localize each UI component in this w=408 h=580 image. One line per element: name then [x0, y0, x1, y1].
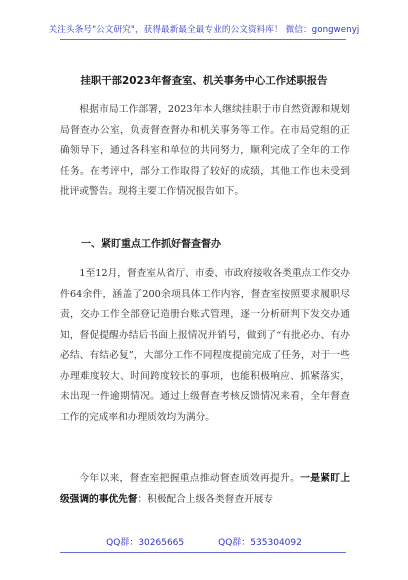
header-divider — [60, 39, 346, 40]
footer-qq-group-2: QQ群：535304092 — [218, 538, 302, 548]
emphasis-text: 一是紧盯上级强调的事优先督 — [60, 473, 351, 505]
footer-divider — [60, 552, 346, 553]
section-1-paragraph-2 — [60, 469, 350, 510]
paragraph-lead-text: 今年以来，督查室把握重点推动督查质效再提升。 — [79, 473, 301, 484]
header-banner: 关注头条号"公文研究"，获得最新最全最专业的公文资料库！ 微信：gongwenyj — [48, 25, 360, 35]
document-title: 挂职干部2023年督查室、机关事务中心工作述职报告 — [80, 75, 328, 87]
footer-qq-group-1: QQ群：30265665 — [106, 538, 185, 548]
section-heading-1: 一、紧盯重点工作抓好督查督办 — [81, 239, 221, 250]
section-1-paragraph-1: 1至12月，督查室从省厅、市委、市政府接收各类重点工作交办件64余件，涵盖了200余项具体工作内容，督查室按照要求履职尽责，交办工作全部登记造册台账式管理，逐一分析研判下发交办通知，督促提醒办结后书面上报情况并销号，做到了“有批必办、有办必结、有结必复”，大部分工作不同程度提前完成了任务，对于一些办理难度较大、时间跨度较长的事项，也能积极响应、抓紧落实，未出现一件逾期情况。通过上级督查考核反馈情况来看，全年督查工作的完成率和办理质效均为满分。 — [60, 268, 350, 423]
footer-contacts — [0, 535, 408, 548]
paragraph-continuation-text: ：积极配合上级各类督查开展专 — [137, 493, 274, 505]
intro-paragraph: 根据市局工作部署，2023年本人继续挂职于市自然资源和规划局督查办公室，负责督查督办和机关事务等工作。在市局党组的正确领导下，通过各科室和单位的共同努力，顺利完成了全年的工作任务。在考评中，部分工作取得了较好的成绩，其他工作也未受到批评或警告。现将主要工作情况报告如下。 — [60, 104, 350, 197]
